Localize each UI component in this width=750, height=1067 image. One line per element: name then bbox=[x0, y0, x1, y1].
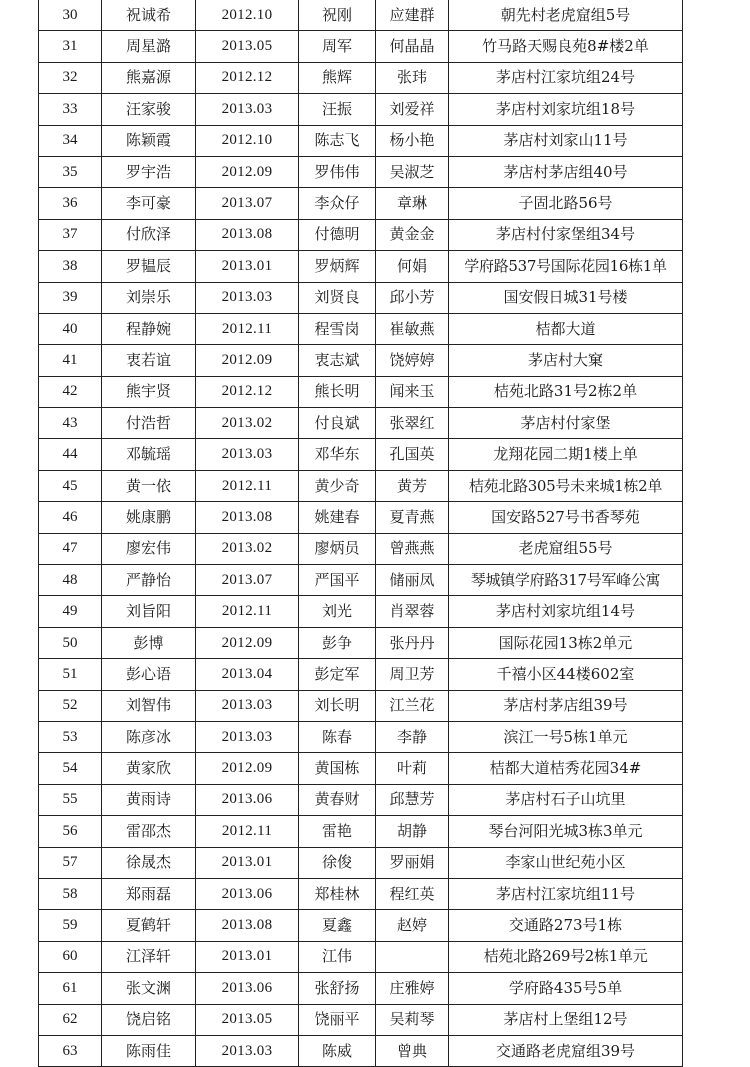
home-address-cell: 茅店村江家坑组24号 bbox=[449, 62, 683, 93]
table-row bbox=[39, 188, 683, 219]
row-number-cell: 47 bbox=[39, 533, 102, 564]
table-row bbox=[39, 125, 683, 156]
father-name-cell: 熊长明 bbox=[299, 376, 376, 407]
row-number-cell: 54 bbox=[39, 753, 102, 784]
row-number-cell: 48 bbox=[39, 565, 102, 596]
home-address-cell: 李家山世纪苑小区 bbox=[449, 847, 683, 878]
mother-name-cell: 李静 bbox=[376, 721, 449, 752]
student-name-cell: 陈彦冰 bbox=[102, 721, 196, 752]
row-number-cell: 43 bbox=[39, 408, 102, 439]
birth-date-cell: 2013.06 bbox=[196, 878, 299, 909]
mother-name-cell bbox=[376, 941, 449, 972]
table-row bbox=[39, 313, 683, 344]
table-row bbox=[39, 941, 683, 972]
table-row bbox=[39, 596, 683, 627]
table-row bbox=[39, 94, 683, 125]
mother-name-cell: 崔敏燕 bbox=[376, 313, 449, 344]
student-name-cell: 郑雨磊 bbox=[102, 878, 196, 909]
student-name-cell: 徐晟杰 bbox=[102, 847, 196, 878]
row-number-cell: 62 bbox=[39, 1004, 102, 1035]
home-address-cell: 学府路435号5单 bbox=[449, 973, 683, 1004]
table-row bbox=[39, 690, 683, 721]
birth-date-cell: 2013.01 bbox=[196, 251, 299, 282]
mother-name-cell: 夏青燕 bbox=[376, 502, 449, 533]
mother-name-cell: 闻来玉 bbox=[376, 376, 449, 407]
mother-name-cell: 何晶晶 bbox=[376, 31, 449, 62]
father-name-cell: 饶丽平 bbox=[299, 1004, 376, 1035]
table-row bbox=[39, 1035, 683, 1066]
birth-date-cell: 2012.10 bbox=[196, 125, 299, 156]
home-address-cell: 国际花园13栋2单元 bbox=[449, 627, 683, 658]
birth-date-cell: 2013.03 bbox=[196, 94, 299, 125]
birth-date-cell: 2013.08 bbox=[196, 502, 299, 533]
mother-name-cell: 黄芳 bbox=[376, 470, 449, 501]
home-address-cell: 千禧小区44楼602室 bbox=[449, 659, 683, 690]
father-name-cell: 李众仔 bbox=[299, 188, 376, 219]
table-row bbox=[39, 533, 683, 564]
mother-name-cell: 吴莉琴 bbox=[376, 1004, 449, 1035]
father-name-cell: 衷志斌 bbox=[299, 345, 376, 376]
row-number-cell: 36 bbox=[39, 188, 102, 219]
mother-name-cell: 杨小艳 bbox=[376, 125, 449, 156]
father-name-cell: 夏鑫 bbox=[299, 910, 376, 941]
row-number-cell: 56 bbox=[39, 816, 102, 847]
father-name-cell: 汪振 bbox=[299, 94, 376, 125]
row-number-cell: 44 bbox=[39, 439, 102, 470]
mother-name-cell: 庄雅婷 bbox=[376, 973, 449, 1004]
row-number-cell: 46 bbox=[39, 502, 102, 533]
birth-date-cell: 2013.08 bbox=[196, 910, 299, 941]
home-address-cell: 交通路273号1栋 bbox=[449, 910, 683, 941]
home-address-cell: 琴城镇学府路317号军峰公寓 bbox=[449, 565, 683, 596]
table-row bbox=[39, 878, 683, 909]
home-address-cell: 茅店村上堡组12号 bbox=[449, 1004, 683, 1035]
row-number-cell: 45 bbox=[39, 470, 102, 501]
home-address-cell: 朝先村老虎窟组5号 bbox=[449, 0, 683, 31]
birth-date-cell: 2013.05 bbox=[196, 1004, 299, 1035]
home-address-cell: 国安假日城31号楼 bbox=[449, 282, 683, 313]
home-address-cell: 国安路527号书香琴苑 bbox=[449, 502, 683, 533]
father-name-cell: 黄少奇 bbox=[299, 470, 376, 501]
row-number-cell: 59 bbox=[39, 910, 102, 941]
father-name-cell: 黄春财 bbox=[299, 784, 376, 815]
row-number-cell: 52 bbox=[39, 690, 102, 721]
table-row bbox=[39, 753, 683, 784]
home-address-cell: 茅店村付家堡组34号 bbox=[449, 219, 683, 250]
birth-date-cell: 2012.09 bbox=[196, 627, 299, 658]
father-name-cell: 彭争 bbox=[299, 627, 376, 658]
row-number-cell: 32 bbox=[39, 62, 102, 93]
father-name-cell: 罗伟伟 bbox=[299, 156, 376, 187]
mother-name-cell: 曾燕燕 bbox=[376, 533, 449, 564]
mother-name-cell: 罗丽娟 bbox=[376, 847, 449, 878]
birth-date-cell: 2013.01 bbox=[196, 847, 299, 878]
birth-date-cell: 2013.04 bbox=[196, 659, 299, 690]
birth-date-cell: 2013.01 bbox=[196, 941, 299, 972]
father-name-cell: 郑桂林 bbox=[299, 878, 376, 909]
father-name-cell: 陈志飞 bbox=[299, 125, 376, 156]
birth-date-cell: 2013.05 bbox=[196, 31, 299, 62]
birth-date-cell: 2013.08 bbox=[196, 219, 299, 250]
row-number-cell: 39 bbox=[39, 282, 102, 313]
student-name-cell: 彭博 bbox=[102, 627, 196, 658]
student-name-cell: 刘旨阳 bbox=[102, 596, 196, 627]
student-name-cell: 祝诚希 bbox=[102, 0, 196, 31]
father-name-cell: 廖炳员 bbox=[299, 533, 376, 564]
home-address-cell: 学府路537号国际花园16栋1单 bbox=[449, 251, 683, 282]
student-name-cell: 廖宏伟 bbox=[102, 533, 196, 564]
table-row bbox=[39, 439, 683, 470]
father-name-cell: 徐俊 bbox=[299, 847, 376, 878]
home-address-cell: 桔苑北路269号2栋1单元 bbox=[449, 941, 683, 972]
home-address-cell: 子固北路56号 bbox=[449, 188, 683, 219]
table-row bbox=[39, 62, 683, 93]
birth-date-cell: 2012.12 bbox=[196, 62, 299, 93]
home-address-cell: 桔苑北路305号未来城1栋2单 bbox=[449, 470, 683, 501]
mother-name-cell: 程红英 bbox=[376, 878, 449, 909]
birth-date-cell: 2012.09 bbox=[196, 753, 299, 784]
father-name-cell: 罗炳辉 bbox=[299, 251, 376, 282]
table-row bbox=[39, 251, 683, 282]
student-name-cell: 衷若谊 bbox=[102, 345, 196, 376]
mother-name-cell: 叶莉 bbox=[376, 753, 449, 784]
student-name-cell: 严静怡 bbox=[102, 565, 196, 596]
birth-date-cell: 2013.02 bbox=[196, 533, 299, 564]
mother-name-cell: 孔国英 bbox=[376, 439, 449, 470]
row-number-cell: 63 bbox=[39, 1035, 102, 1066]
father-name-cell: 陈威 bbox=[299, 1035, 376, 1066]
mother-name-cell: 肖翠蓉 bbox=[376, 596, 449, 627]
roster-body bbox=[39, 0, 683, 1067]
row-number-cell: 38 bbox=[39, 251, 102, 282]
mother-name-cell: 曾典 bbox=[376, 1035, 449, 1066]
father-name-cell: 刘长明 bbox=[299, 690, 376, 721]
student-name-cell: 黄一依 bbox=[102, 470, 196, 501]
home-address-cell: 竹马路天赐良苑8#楼2单 bbox=[449, 31, 683, 62]
father-name-cell: 周军 bbox=[299, 31, 376, 62]
home-address-cell: 桔都大道 bbox=[449, 313, 683, 344]
mother-name-cell: 刘爱祥 bbox=[376, 94, 449, 125]
student-roster-table bbox=[38, 0, 683, 1067]
row-number-cell: 61 bbox=[39, 973, 102, 1004]
student-name-cell: 罗韫辰 bbox=[102, 251, 196, 282]
mother-name-cell: 张丹丹 bbox=[376, 627, 449, 658]
mother-name-cell: 江兰花 bbox=[376, 690, 449, 721]
home-address-cell: 茅店村大窠 bbox=[449, 345, 683, 376]
student-name-cell: 熊嘉源 bbox=[102, 62, 196, 93]
home-address-cell: 茅店村刘家坑组18号 bbox=[449, 94, 683, 125]
father-name-cell: 姚建春 bbox=[299, 502, 376, 533]
father-name-cell: 邓华东 bbox=[299, 439, 376, 470]
home-address-cell: 茅店村刘家山11号 bbox=[449, 125, 683, 156]
row-number-cell: 57 bbox=[39, 847, 102, 878]
table-row bbox=[39, 627, 683, 658]
table-row bbox=[39, 376, 683, 407]
table-row bbox=[39, 784, 683, 815]
father-name-cell: 江伟 bbox=[299, 941, 376, 972]
table-row bbox=[39, 219, 683, 250]
student-name-cell: 陈雨佳 bbox=[102, 1035, 196, 1066]
student-name-cell: 张文渊 bbox=[102, 973, 196, 1004]
home-address-cell: 茅店村茅店组39号 bbox=[449, 690, 683, 721]
mother-name-cell: 章琳 bbox=[376, 188, 449, 219]
table-row bbox=[39, 502, 683, 533]
student-name-cell: 熊宇贤 bbox=[102, 376, 196, 407]
birth-date-cell: 2013.06 bbox=[196, 784, 299, 815]
roster-sheet bbox=[38, 0, 682, 1067]
row-number-cell: 33 bbox=[39, 94, 102, 125]
table-row bbox=[39, 847, 683, 878]
row-number-cell: 60 bbox=[39, 941, 102, 972]
student-name-cell: 雷邵杰 bbox=[102, 816, 196, 847]
home-address-cell: 茅店村石子山坑里 bbox=[449, 784, 683, 815]
student-name-cell: 陈颖霞 bbox=[102, 125, 196, 156]
home-address-cell: 桔都大道桔秀花园34# bbox=[449, 753, 683, 784]
home-address-cell: 茅店村茅店组40号 bbox=[449, 156, 683, 187]
student-name-cell: 江泽轩 bbox=[102, 941, 196, 972]
student-name-cell: 邓毓瑶 bbox=[102, 439, 196, 470]
row-number-cell: 58 bbox=[39, 878, 102, 909]
birth-date-cell: 2013.03 bbox=[196, 282, 299, 313]
table-row bbox=[39, 659, 683, 690]
student-name-cell: 程静婉 bbox=[102, 313, 196, 344]
home-address-cell: 滨江一号5栋1单元 bbox=[449, 721, 683, 752]
row-number-cell: 30 bbox=[39, 0, 102, 31]
student-name-cell: 姚康鹏 bbox=[102, 502, 196, 533]
father-name-cell: 陈春 bbox=[299, 721, 376, 752]
mother-name-cell: 邱小芳 bbox=[376, 282, 449, 313]
home-address-cell: 龙翔花园二期1楼上单 bbox=[449, 439, 683, 470]
mother-name-cell: 邱慧芳 bbox=[376, 784, 449, 815]
row-number-cell: 51 bbox=[39, 659, 102, 690]
student-name-cell: 汪家骏 bbox=[102, 94, 196, 125]
table-row bbox=[39, 31, 683, 62]
father-name-cell: 刘贤良 bbox=[299, 282, 376, 313]
father-name-cell: 雷艳 bbox=[299, 816, 376, 847]
row-number-cell: 40 bbox=[39, 313, 102, 344]
table-row bbox=[39, 0, 683, 31]
mother-name-cell: 饶婷婷 bbox=[376, 345, 449, 376]
student-name-cell: 夏鹤轩 bbox=[102, 910, 196, 941]
home-address-cell: 老虎窟组55号 bbox=[449, 533, 683, 564]
father-name-cell: 熊辉 bbox=[299, 62, 376, 93]
father-name-cell: 严国平 bbox=[299, 565, 376, 596]
father-name-cell: 程雪岗 bbox=[299, 313, 376, 344]
home-address-cell: 交通路老虎窟组39号 bbox=[449, 1035, 683, 1066]
table-row bbox=[39, 816, 683, 847]
father-name-cell: 刘光 bbox=[299, 596, 376, 627]
student-name-cell: 饶启铭 bbox=[102, 1004, 196, 1035]
row-number-cell: 49 bbox=[39, 596, 102, 627]
birth-date-cell: 2013.03 bbox=[196, 1035, 299, 1066]
table-row bbox=[39, 565, 683, 596]
row-number-cell: 37 bbox=[39, 219, 102, 250]
birth-date-cell: 2012.09 bbox=[196, 156, 299, 187]
father-name-cell: 付德明 bbox=[299, 219, 376, 250]
father-name-cell: 付良斌 bbox=[299, 408, 376, 439]
table-row bbox=[39, 973, 683, 1004]
student-name-cell: 付欣泽 bbox=[102, 219, 196, 250]
row-number-cell: 53 bbox=[39, 721, 102, 752]
father-name-cell: 张舒扬 bbox=[299, 973, 376, 1004]
mother-name-cell: 胡静 bbox=[376, 816, 449, 847]
father-name-cell: 彭定军 bbox=[299, 659, 376, 690]
student-name-cell: 黄家欣 bbox=[102, 753, 196, 784]
table-row bbox=[39, 345, 683, 376]
table-row bbox=[39, 156, 683, 187]
home-address-cell: 茅店村江家坑组11号 bbox=[449, 878, 683, 909]
student-name-cell: 彭心语 bbox=[102, 659, 196, 690]
student-name-cell: 李可豪 bbox=[102, 188, 196, 219]
table-row bbox=[39, 1004, 683, 1035]
mother-name-cell: 储丽凤 bbox=[376, 565, 449, 596]
birth-date-cell: 2012.11 bbox=[196, 470, 299, 501]
birth-date-cell: 2012.10 bbox=[196, 0, 299, 31]
birth-date-cell: 2013.06 bbox=[196, 973, 299, 1004]
birth-date-cell: 2013.03 bbox=[196, 439, 299, 470]
mother-name-cell: 张翠红 bbox=[376, 408, 449, 439]
row-number-cell: 35 bbox=[39, 156, 102, 187]
row-number-cell: 50 bbox=[39, 627, 102, 658]
student-name-cell: 刘智伟 bbox=[102, 690, 196, 721]
mother-name-cell: 吴淑芝 bbox=[376, 156, 449, 187]
birth-date-cell: 2012.11 bbox=[196, 596, 299, 627]
father-name-cell: 祝刚 bbox=[299, 0, 376, 31]
home-address-cell: 琴台河阳光城3栋3单元 bbox=[449, 816, 683, 847]
home-address-cell: 茅店村刘家坑组14号 bbox=[449, 596, 683, 627]
student-name-cell: 黄雨诗 bbox=[102, 784, 196, 815]
mother-name-cell: 周卫芳 bbox=[376, 659, 449, 690]
table-row bbox=[39, 470, 683, 501]
student-name-cell: 刘崇乐 bbox=[102, 282, 196, 313]
student-name-cell: 周星潞 bbox=[102, 31, 196, 62]
home-address-cell: 桔苑北路31号2栋2单 bbox=[449, 376, 683, 407]
birth-date-cell: 2012.09 bbox=[196, 345, 299, 376]
student-name-cell: 罗宇浩 bbox=[102, 156, 196, 187]
table-row bbox=[39, 721, 683, 752]
birth-date-cell: 2012.11 bbox=[196, 816, 299, 847]
birth-date-cell: 2012.11 bbox=[196, 313, 299, 344]
birth-date-cell: 2012.12 bbox=[196, 376, 299, 407]
row-number-cell: 55 bbox=[39, 784, 102, 815]
father-name-cell: 黄国栋 bbox=[299, 753, 376, 784]
home-address-cell: 茅店村付家堡 bbox=[449, 408, 683, 439]
birth-date-cell: 2013.07 bbox=[196, 565, 299, 596]
student-name-cell: 付浩哲 bbox=[102, 408, 196, 439]
row-number-cell: 41 bbox=[39, 345, 102, 376]
row-number-cell: 42 bbox=[39, 376, 102, 407]
birth-date-cell: 2013.07 bbox=[196, 188, 299, 219]
mother-name-cell: 黄金金 bbox=[376, 219, 449, 250]
birth-date-cell: 2013.03 bbox=[196, 690, 299, 721]
table-row bbox=[39, 282, 683, 313]
birth-date-cell: 2013.03 bbox=[196, 721, 299, 752]
row-number-cell: 31 bbox=[39, 31, 102, 62]
row-number-cell: 34 bbox=[39, 125, 102, 156]
table-row bbox=[39, 910, 683, 941]
mother-name-cell: 张玮 bbox=[376, 62, 449, 93]
mother-name-cell: 赵婷 bbox=[376, 910, 449, 941]
table-row bbox=[39, 408, 683, 439]
birth-date-cell: 2013.02 bbox=[196, 408, 299, 439]
mother-name-cell: 何娟 bbox=[376, 251, 449, 282]
mother-name-cell: 应建群 bbox=[376, 0, 449, 31]
